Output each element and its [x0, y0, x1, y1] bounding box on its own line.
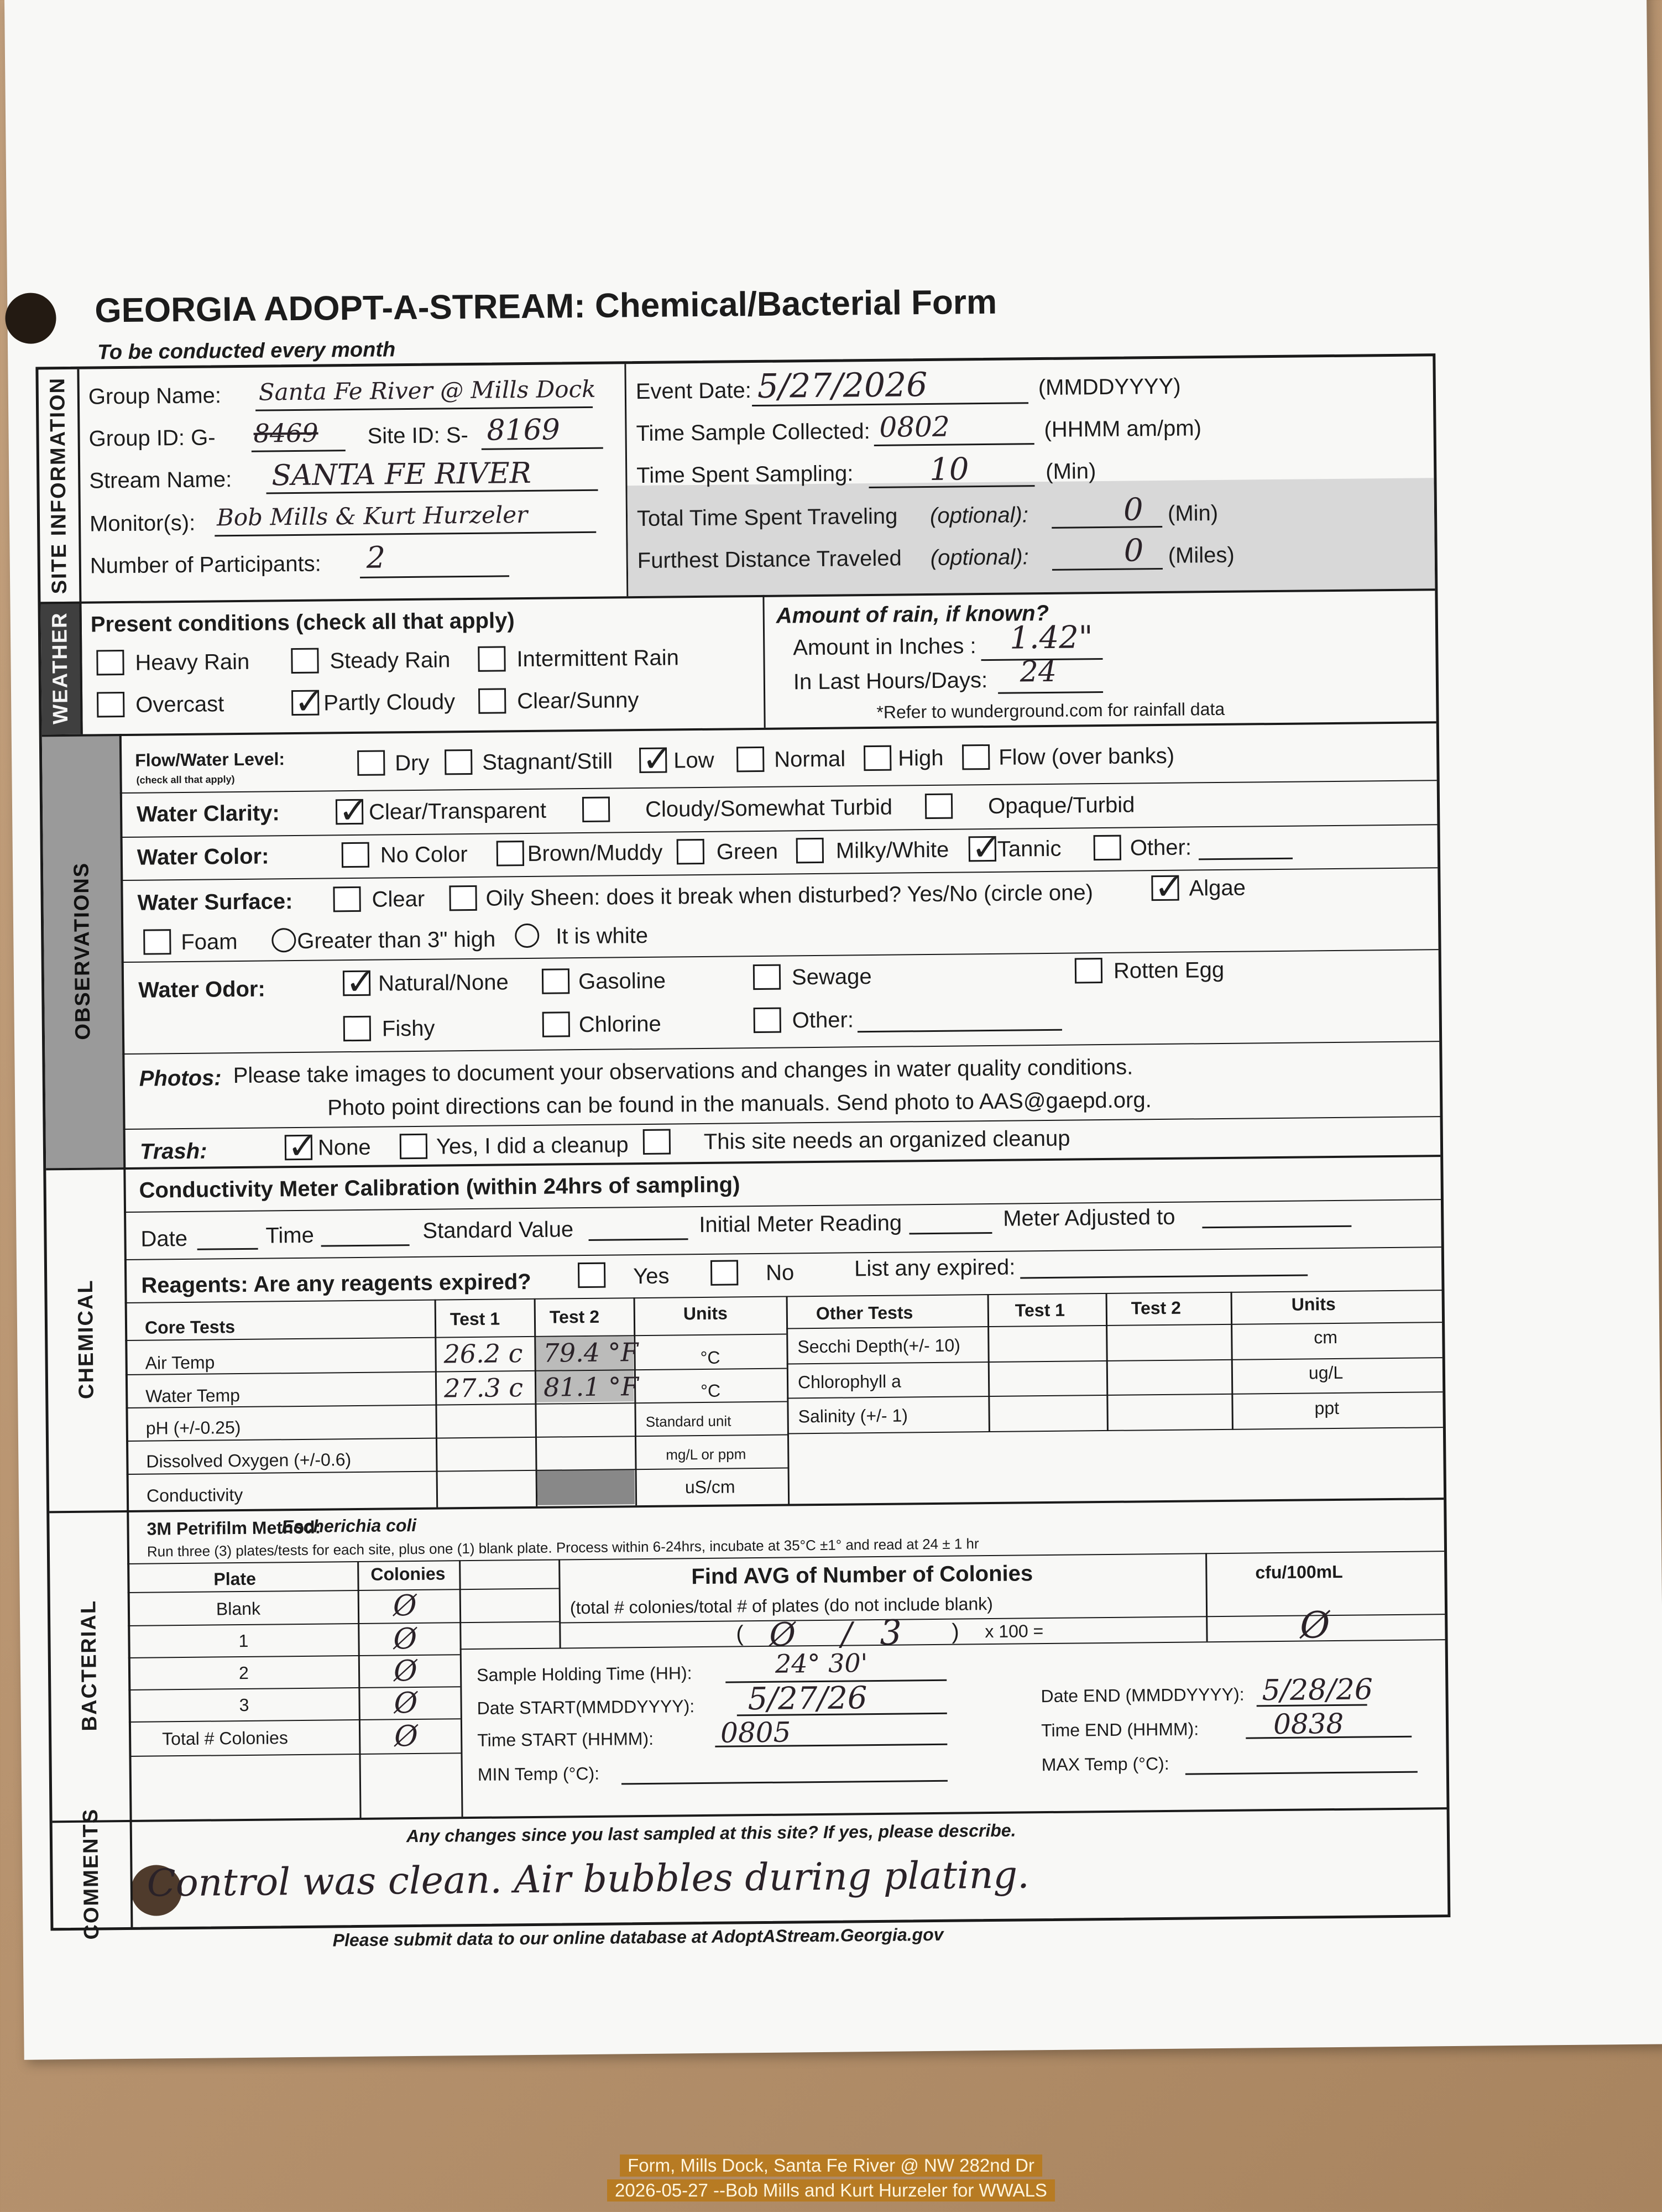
table-divider	[1231, 1292, 1234, 1430]
inches-value[interactable]: 1.42"	[1009, 619, 1093, 656]
participants-label: Number of Participants:	[90, 551, 321, 578]
event-date-format: (MMDDYYYY)	[1038, 374, 1181, 400]
normal-label: Normal	[774, 747, 846, 772]
holding-time-label: Sample Holding Time (HH):	[476, 1663, 692, 1685]
table-divider	[435, 1300, 438, 1507]
section-observations: OBSERVATIONS	[42, 734, 126, 1168]
odor-label: Water Odor:	[138, 977, 266, 1003]
date-start-value[interactable]: 5/27/26	[748, 1680, 867, 1718]
clear-transparent-label: Clear/Transparent	[368, 798, 547, 825]
date-end-value[interactable]: 5/28/26	[1262, 1673, 1373, 1708]
gasoline-label: Gasoline	[578, 968, 666, 994]
form-subtitle: To be conducted every month	[97, 338, 396, 364]
inches-label: Amount in Inches :	[793, 634, 976, 660]
opaque-turbid-checkbox[interactable]	[925, 794, 953, 819]
rainfall-reference-note: *Refer to wunderground.com for rainfall data	[876, 698, 1225, 722]
high-label: High	[898, 745, 944, 771]
avg-note: (total # colonies/total # of plates (do not include blank)	[569, 1593, 993, 1618]
avg-formula: x 100 =	[985, 1621, 1044, 1642]
group-id-label: Group ID: G-	[88, 425, 216, 451]
method-label: 3M Petrifilm Method:	[147, 1517, 321, 1539]
hours-value[interactable]: 24	[1020, 655, 1057, 689]
fishy-checkbox[interactable]	[343, 1016, 371, 1041]
heavy-rain-label: Heavy Rain	[135, 649, 250, 675]
gasoline-checkbox[interactable]	[542, 968, 569, 994]
avg-denominator[interactable]: 3	[880, 1612, 902, 1653]
steady-rain-checkbox[interactable]	[291, 648, 318, 674]
participants-value[interactable]: 2	[366, 540, 386, 575]
table-row-line	[129, 1752, 461, 1757]
surface-clear-label: Clear	[372, 886, 425, 912]
time-collected-value[interactable]: 0802	[879, 410, 950, 444]
time-collected-label: Time Sample Collected:	[636, 419, 870, 446]
underline	[255, 406, 593, 411]
method-species: Escherichia coli	[281, 1515, 417, 1537]
table-divider	[786, 1296, 790, 1504]
overcast-checkbox[interactable]	[97, 692, 124, 717]
table-row-line	[787, 1357, 1443, 1364]
plate1-colonies[interactable]: Ø	[393, 1622, 417, 1656]
initial-reading-label: Initial Meter Reading	[699, 1211, 902, 1238]
rotten-egg-label: Rotten Egg	[1113, 957, 1225, 983]
avg-label: Find AVG of Number of Colonies	[691, 1561, 1033, 1589]
chlorophyll-unit: ug/L	[1308, 1362, 1344, 1383]
cfu-label: cfu/100mL	[1255, 1561, 1343, 1583]
intermittent-rain-checkbox[interactable]	[478, 646, 505, 671]
other-odor-label: Other:	[792, 1008, 854, 1033]
underline	[321, 1244, 410, 1247]
photos-label: Photos:	[139, 1066, 222, 1091]
avg-numerator[interactable]: Ø	[769, 1615, 796, 1653]
date-end-label: Date END (MMDDYYYY):	[1041, 1684, 1245, 1707]
salinity-unit: ppt	[1314, 1397, 1340, 1418]
natural-none-checkbox[interactable]	[343, 971, 370, 996]
table-divider	[459, 1560, 463, 1817]
monitors-value[interactable]: Bob Mills & Kurt Hurzeler	[216, 500, 528, 531]
flow-over-banks-checkbox[interactable]	[962, 744, 990, 770]
brown-muddy-label: Brown/Muddy	[527, 840, 663, 866]
high-checkbox[interactable]	[864, 745, 891, 771]
present-conditions-label: Present conditions (check all that apply)	[90, 608, 515, 637]
trash-none-checkbox[interactable]	[285, 1135, 312, 1160]
divider	[124, 1246, 1441, 1260]
dry-checkbox[interactable]	[357, 750, 385, 775]
time-end-label: Time END (HHMM):	[1041, 1719, 1199, 1741]
underline	[482, 447, 603, 450]
underline	[1202, 1225, 1351, 1229]
milky-white-label: Milky/White	[835, 837, 949, 863]
table-row: Salinity (+/- 1)	[798, 1405, 908, 1427]
table-row-line	[128, 1621, 559, 1626]
distance-optional: (optional):	[930, 545, 1029, 570]
photos-text-line2: Photo point directions can be found in the manuals. Send photo to AAS@gaepd.org.	[327, 1088, 1152, 1120]
underline	[589, 1238, 688, 1241]
opaque-turbid-label: Opaque/Turbid	[987, 792, 1135, 818]
cloudy-turbid-checkbox[interactable]	[582, 797, 610, 822]
water-temp-test1[interactable]: 27.3 c	[443, 1373, 524, 1404]
other-tests-header: Other Tests	[816, 1302, 913, 1324]
underline	[197, 1248, 258, 1250]
rain-amount-label: Amount of rain, if known?	[776, 601, 1049, 628]
distance-label: Furthest Distance Traveled	[637, 546, 902, 573]
photo-caption-line2: 2026-05-27 --Bob Mills and Kurt Hurzeler for WWALS	[607, 2179, 1055, 2201]
trash-cleanup-checkbox[interactable]	[400, 1134, 427, 1159]
comments-text[interactable]: Control was clean. Air bubbles during plating.	[147, 1853, 1030, 1906]
dry-label: Dry	[395, 750, 430, 776]
chlorine-label: Chlorine	[578, 1011, 662, 1037]
table-divider	[1205, 1553, 1208, 1641]
air-temp-test1[interactable]: 26.2 c	[443, 1338, 523, 1369]
calibration-time-label: Time	[265, 1223, 315, 1248]
underline	[360, 575, 509, 578]
brown-muddy-checkbox[interactable]	[496, 841, 524, 866]
test2-header: Test 2	[549, 1306, 600, 1327]
underline	[1020, 1274, 1308, 1279]
clear-sunny-label: Clear/Sunny	[517, 688, 639, 714]
oily-sheen-checkbox[interactable]	[449, 885, 477, 911]
form-sheet	[4, 0, 1662, 2060]
section-weather: WEATHER	[40, 602, 82, 735]
no-color-checkbox[interactable]	[342, 842, 369, 868]
stream-name-label: Stream Name:	[89, 467, 232, 493]
underline	[909, 1232, 992, 1234]
section-site-information: SITE INFORMATION	[38, 369, 81, 602]
group-id-value[interactable]: 8469	[253, 418, 318, 448]
divider	[123, 1116, 1440, 1130]
clear-transparent-checkbox[interactable]	[336, 799, 363, 825]
other-odor-checkbox[interactable]	[754, 1008, 781, 1033]
table-row: Conductivity	[146, 1484, 243, 1506]
green-checkbox[interactable]	[677, 839, 704, 864]
total-colonies[interactable]: Ø	[394, 1719, 419, 1754]
other-units-header: Units	[1291, 1293, 1336, 1314]
trash-cleanup-label: Yes, I did a cleanup	[436, 1133, 629, 1159]
site-id-label: Site ID: S-	[367, 422, 469, 448]
trash-organized-label: This site needs an organized cleanup	[703, 1126, 1070, 1154]
steady-rain-label: Steady Rain	[330, 648, 451, 674]
foam-white-label: It is white	[556, 923, 649, 949]
divider	[49, 1498, 1444, 1513]
core-tests-header: Core Tests	[144, 1317, 236, 1338]
other-color-label: Other:	[1130, 835, 1192, 860]
table-divider	[357, 1561, 361, 1818]
underline	[998, 691, 1103, 694]
underline	[215, 531, 596, 537]
water-temp-unit: °C	[701, 1380, 721, 1401]
table-row: 3	[239, 1694, 249, 1715]
other-test2-header: Test 2	[1131, 1297, 1182, 1318]
table-row: 1	[238, 1630, 249, 1651]
bacterial-instructions: Run three (3) plates/tests for each site, plus one (1) blank plate. Process within 6-24hrs, incubate at 35°C ±1° and read at 24 ± 1 hr	[147, 1535, 979, 1560]
calibration-label: Conductivity Meter Calibration (within 24hrs of sampling)	[139, 1172, 740, 1203]
event-date-value[interactable]: 5/27/2026	[757, 366, 928, 406]
table-row: Water Temp	[145, 1385, 241, 1406]
divider	[762, 595, 765, 728]
time-spent-unit: (Min)	[1046, 459, 1096, 484]
table-row: Air Temp	[145, 1352, 215, 1373]
table-row: pH (+/-0.25)	[145, 1417, 241, 1438]
foam-label: Foam	[181, 930, 238, 955]
travel-time-optional: (optional):	[929, 503, 1029, 528]
rotten-egg-checkbox[interactable]	[1075, 958, 1102, 983]
section-bacterial: BACTERIAL	[49, 1510, 132, 1820]
water-temp-test2[interactable]: 81.1 °F	[543, 1371, 639, 1402]
flow-label: Flow/Water Level:	[135, 749, 285, 770]
reagents-label: Reagents: Are any reagents expired?	[141, 1269, 531, 1298]
milky-white-checkbox[interactable]	[796, 838, 824, 863]
reagents-no-label: No	[765, 1260, 795, 1285]
plate2-colonies[interactable]: Ø	[393, 1654, 417, 1688]
punch-hole	[5, 293, 56, 344]
low-checkbox[interactable]	[639, 748, 667, 773]
air-temp-unit: °C	[700, 1347, 720, 1368]
chlorine-checkbox[interactable]	[542, 1011, 570, 1037]
foam-checkbox[interactable]	[143, 929, 171, 954]
holding-time-value[interactable]: 24° 30'	[775, 1648, 868, 1679]
time-spent-value[interactable]: 10	[929, 451, 969, 488]
tannic-checkbox[interactable]	[969, 836, 996, 862]
table-row: 2	[238, 1662, 249, 1683]
other-test1-header: Test 1	[1015, 1300, 1065, 1321]
stream-name-value[interactable]: SANTA FE RIVER	[271, 456, 532, 493]
underline	[1185, 1771, 1418, 1775]
table-row: Total # Colonies	[162, 1728, 289, 1749]
time-spent-label: Time Spent Sampling:	[636, 461, 854, 488]
underline	[621, 1780, 948, 1785]
reagents-yes-checkbox[interactable]	[578, 1262, 605, 1288]
test1-header: Test 1	[450, 1308, 500, 1329]
stagnant-checkbox[interactable]	[445, 749, 472, 775]
divider	[53, 1807, 1447, 1823]
table-row-line	[128, 1588, 559, 1593]
foam-greater-label: Greater than 3" high	[297, 927, 496, 953]
max-temp-label: MAX Temp (°C):	[1041, 1753, 1169, 1775]
travel-time-unit: (Min)	[1167, 500, 1219, 526]
stagnant-label: Stagnant/Still	[482, 749, 613, 775]
section-comments: COMMENTS	[53, 1820, 133, 1928]
section-chemical: CHEMICAL	[46, 1167, 129, 1511]
table-row-line	[787, 1427, 1443, 1434]
reagents-no-checkbox[interactable]	[710, 1260, 738, 1285]
meter-adjusted-label: Meter Adjusted to	[1003, 1204, 1175, 1231]
cloudy-turbid-label: Cloudy/Somewhat Turbid	[645, 795, 893, 822]
table-divider	[987, 1294, 990, 1432]
cfu-value[interactable]: Ø	[1299, 1604, 1330, 1647]
event-date-label: Event Date:	[635, 378, 752, 404]
avg-close-paren: )	[952, 1619, 959, 1644]
divider	[120, 780, 1437, 794]
distance-unit: (Miles)	[1168, 542, 1235, 568]
air-temp-test2[interactable]: 79.4 °F	[543, 1337, 639, 1368]
photos-text-line1: Please take images to document your observations and changes in water quality conditions.	[233, 1055, 1133, 1088]
time-collected-format: (HHMM am/pm)	[1044, 416, 1202, 442]
partly-cloudy-label: Partly Cloudy	[323, 690, 456, 716]
flow-over-banks-label: Flow (over banks)	[999, 743, 1175, 770]
colonies-header: Colonies	[370, 1563, 446, 1584]
foam-greater-radio[interactable]	[271, 928, 296, 952]
plate3-colonies[interactable]: Ø	[394, 1686, 418, 1720]
trash-none-label: None	[317, 1135, 371, 1160]
sewage-label: Sewage	[791, 964, 872, 990]
secchi-unit: cm	[1314, 1327, 1338, 1348]
trash-label: Trash:	[139, 1139, 207, 1164]
ph-unit: Standard unit	[645, 1412, 731, 1430]
underline	[252, 450, 346, 452]
group-name-label: Group Name:	[88, 383, 222, 409]
calibration-date-label: Date	[140, 1226, 188, 1251]
time-end-value[interactable]: 0838	[1273, 1707, 1344, 1741]
site-id-value[interactable]: 8169	[487, 413, 561, 447]
table-row-line	[787, 1391, 1443, 1399]
plate-header: Plate	[213, 1568, 257, 1589]
fishy-label: Fishy	[381, 1016, 435, 1041]
divider	[42, 721, 1436, 737]
underline	[1199, 858, 1293, 860]
surface-clear-checkbox[interactable]	[333, 886, 360, 912]
table-row: Blank	[216, 1598, 261, 1619]
standard-value-label: Standard Value	[422, 1217, 574, 1243]
sewage-checkbox[interactable]	[753, 964, 781, 990]
avg-open-paren: (	[736, 1621, 744, 1646]
foam-white-radio[interactable]	[515, 924, 539, 948]
natural-none-label: Natural/None	[378, 970, 509, 996]
divider	[46, 1155, 1440, 1170]
other-color-checkbox[interactable]	[1094, 835, 1121, 860]
table-divider	[558, 1559, 561, 1647]
partly-cloudy-checkbox[interactable]	[291, 690, 319, 716]
no-color-label: No Color	[380, 842, 468, 868]
underline	[874, 443, 1034, 446]
reagents-yes-label: Yes	[633, 1264, 670, 1289]
date-start-label: Date START(MMDDYYYY):	[477, 1696, 695, 1718]
normal-checkbox[interactable]	[736, 747, 764, 772]
algae-checkbox[interactable]	[1151, 875, 1179, 901]
do-unit: mg/L or ppm	[666, 1446, 746, 1463]
conductivity-unit: uS/cm	[684, 1477, 735, 1498]
surface-label: Water Surface:	[137, 889, 293, 915]
clarity-label: Water Clarity:	[136, 801, 280, 827]
photo-caption-line1: Form, Mills Dock, Santa Fe River @ NW 282nd Dr	[620, 2154, 1042, 2177]
algae-label: Algae	[1189, 875, 1246, 901]
monitors-label: Monitor(s):	[89, 510, 196, 536]
blank-colonies[interactable]: Ø	[393, 1589, 417, 1623]
overcast-label: Overcast	[135, 692, 224, 717]
divider	[121, 824, 1438, 838]
heavy-rain-checkbox[interactable]	[96, 650, 124, 675]
time-start-label: Time START (HHMM):	[477, 1728, 654, 1750]
optional-shade	[627, 478, 1435, 596]
shaded-cell	[537, 1469, 635, 1505]
clear-sunny-checkbox[interactable]	[478, 688, 506, 713]
list-expired-label: List any expired:	[854, 1255, 1016, 1281]
table-row: Dissolved Oxygen (+/-0.6)	[146, 1449, 352, 1472]
color-label: Water Color:	[137, 844, 269, 870]
time-start-value[interactable]: 0805	[720, 1716, 791, 1749]
form-title: GEORGIA ADOPT-A-STREAM: Chemical/Bacterial Form	[95, 283, 997, 330]
flow-note: (check all that apply)	[136, 774, 235, 786]
table-row: Chlorophyll a	[797, 1371, 901, 1392]
travel-time-value[interactable]: 0	[1123, 492, 1143, 528]
min-temp-label: MIN Temp (°C):	[477, 1763, 600, 1785]
table-divider	[1106, 1293, 1109, 1431]
comments-prompt: Any changes since you last sampled at this site? If yes, please describe.	[406, 1820, 1016, 1846]
group-name-value[interactable]: Santa Fe River @ Mills Dock	[258, 375, 596, 406]
tannic-label: Tannic	[997, 836, 1062, 862]
underline	[858, 1029, 1062, 1033]
form-footer: Please submit data to our online database at AdoptAStream.Georgia.gov	[332, 1924, 944, 1950]
units-header: Units	[683, 1303, 728, 1324]
trash-organized-checkbox[interactable]	[643, 1129, 671, 1155]
avg-separator: /	[841, 1615, 853, 1653]
distance-value[interactable]: 0	[1123, 533, 1144, 569]
hours-label: In Last Hours/Days:	[793, 667, 988, 695]
divider	[122, 1041, 1439, 1055]
table-row: Secchi Depth(+/- 10)	[797, 1335, 960, 1357]
oily-sheen-label: Oily Sheen: does it break when disturbed? Yes/No (circle one)	[485, 880, 1094, 911]
green-label: Green	[716, 839, 778, 864]
intermittent-rain-label: Intermittent Rain	[516, 645, 680, 672]
low-label: Low	[673, 748, 714, 773]
travel-time-label: Total Time Spent Traveling	[636, 504, 898, 531]
